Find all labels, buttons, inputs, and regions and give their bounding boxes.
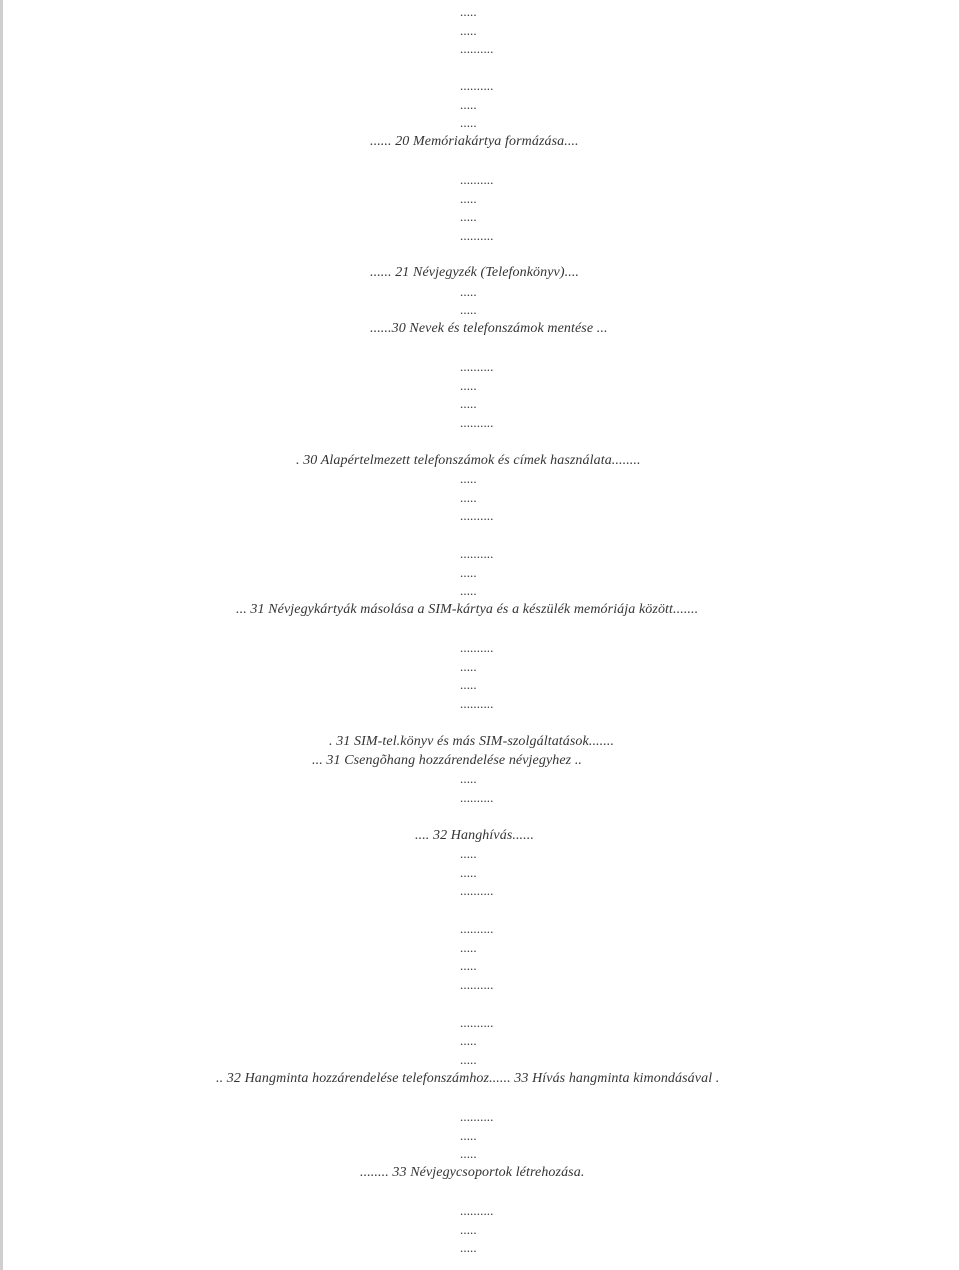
dot-leader: ..... [460, 471, 477, 486]
dot-leader: ..... [460, 284, 477, 299]
toc-entry-default-numbers[interactable]: . 30 Alapértelmezett telefonszámok és címek használata........ [296, 453, 641, 468]
dot-leader: .......... [460, 1109, 494, 1124]
dot-leader: ..... [460, 191, 477, 206]
dot-leader: ..... [460, 659, 477, 674]
toc-entry-voice-dialing[interactable]: .... 32 Hanghívás...... [415, 828, 534, 843]
dot-leader: ..... [460, 1222, 477, 1237]
toc-entry-save-names-numbers[interactable]: ......30 Nevek és telefonszámok mentése ... [370, 321, 608, 336]
dot-leader: ..... [460, 771, 477, 786]
dot-leader: ..... [460, 940, 477, 955]
dot-leader: .......... [460, 228, 494, 243]
dot-leader: .......... [460, 921, 494, 936]
dot-leader: .......... [460, 415, 494, 430]
dot-leader: .......... [460, 696, 494, 711]
dot-leader: .......... [460, 508, 494, 523]
toc-entry-ringtone-contact[interactable]: ... 31 Csengõhang hozzárendelése névjegyhez .. [312, 753, 583, 768]
dot-leader: ..... [460, 396, 477, 411]
dot-leader: ..... [460, 583, 477, 598]
dot-leader: .......... [460, 1015, 494, 1030]
toc-entry-sim-services[interactable]: . 31 SIM-tel.könyv és más SIM-szolgáltatások....... [329, 734, 615, 749]
dot-leader: ..... [460, 115, 477, 130]
dot-leader: .......... [460, 977, 494, 992]
dot-leader: .......... [460, 640, 494, 655]
dot-leader: ..... [460, 490, 477, 505]
dot-leader: ..... [460, 1052, 477, 1067]
dot-leader: .......... [460, 883, 494, 898]
dot-leader: ..... [460, 302, 477, 317]
dot-leader: ..... [460, 1128, 477, 1143]
dot-leader: ..... [460, 1033, 477, 1048]
dot-leader: ..... [460, 677, 477, 692]
toc-entry-contact-groups[interactable]: ........ 33 Névjegycsoportok létrehozása. [360, 1165, 585, 1180]
dot-leader: .......... [460, 41, 494, 56]
toc-entry-copy-contacts[interactable]: ... 31 Névjegykártyák másolása a SIM-kártya és a készülék memóriája között....... [236, 602, 699, 617]
dot-leader: .......... [460, 546, 494, 561]
dot-leader: ..... [460, 97, 477, 112]
dot-leader: ..... [460, 846, 477, 861]
dot-leader: ..... [460, 865, 477, 880]
dot-leader: ..... [460, 1146, 477, 1161]
dot-leader: .......... [460, 359, 494, 374]
toc-entry-memory-card-format[interactable]: ...... 20 Memóriakártya formázása.... [370, 134, 579, 149]
dot-leader: ..... [460, 209, 477, 224]
dot-leader: ..... [460, 378, 477, 393]
toc-entry-phonebook[interactable]: ...... 21 Névjegyzék (Telefonkönyv).... [370, 265, 580, 280]
dot-leader: ..... [460, 23, 477, 38]
page-left-border [0, 0, 3, 1270]
dot-leader: ..... [460, 4, 477, 19]
dot-leader: ..... [460, 565, 477, 580]
dot-leader: ..... [460, 1240, 477, 1255]
toc-entry-voice-tag-assign[interactable]: .. 32 Hangminta hozzárendelése telefonszámhoz...... 33 Hívás hangminta kimondásával . [216, 1071, 720, 1086]
dot-leader: .......... [460, 1203, 494, 1218]
dot-leader: .......... [460, 78, 494, 93]
dot-leader: ..... [460, 958, 477, 973]
dot-leader: .......... [460, 790, 494, 805]
dot-leader: .......... [460, 172, 494, 187]
